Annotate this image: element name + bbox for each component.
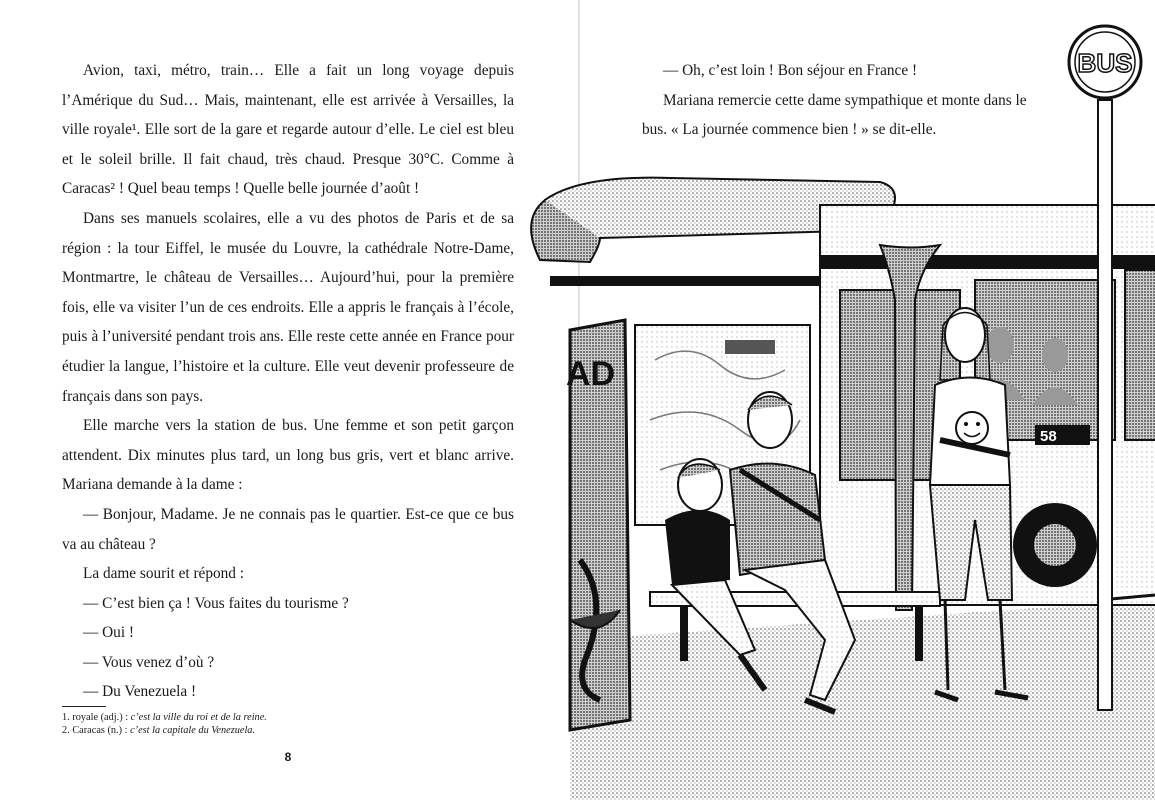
footnote-term: royale (adj.) : <box>72 712 129 723</box>
dialog-line-2: La dame sourit et répond : <box>83 565 244 583</box>
paragraph-1: Avion, taxi, métro, train… Elle a fait un long voyage depuis l’Amérique du Sud… Mais, maintenant, elle est arrivée à Versailles, la ville royale¹. Elle sort de la gare et regarde autour d’elle. Le ciel est bleu et le soleil brille. Il fait chaud, très chaud. Presque 30°C. Comme à Caracas² ! Quel beau temps ! Quelle belle journée d’août ! <box>62 62 514 198</box>
page-number: 8 <box>284 750 292 764</box>
footnote-definition: c’est la capitale du Venezuela. <box>130 725 256 736</box>
ad-poster-text: AD <box>566 355 616 393</box>
dialog-line-7: — Oh, c’est loin ! Bon séjour en France ! <box>663 62 918 79</box>
story-text-continued <box>642 56 1052 145</box>
footnote-divider <box>62 706 106 707</box>
footnote-2 <box>62 724 514 737</box>
bus-number: 58 <box>1040 428 1057 445</box>
story-text <box>62 56 514 707</box>
dialog-line-6: — Du Venezuela ! <box>83 683 197 701</box>
footnote-1 <box>62 711 514 724</box>
dialog-line-3: — C’est bien ça ! Vous faites du tourisme ? <box>83 594 349 612</box>
footnote-number: 1. <box>62 712 70 723</box>
dialog-line-5: — Vous venez d’où ? <box>83 653 215 671</box>
ground <box>570 600 1155 800</box>
footnotes <box>62 711 514 737</box>
bus-sign-text: BUS <box>1077 48 1133 78</box>
paragraph-closing: Mariana remercie cette dame sympathique et monte dans le bus. « La journée commence bien ! » se dit-elle. <box>642 91 1027 139</box>
right-page <box>566 0 1155 800</box>
footnote-number: 2. <box>62 725 70 736</box>
paragraph-2: Dans ses manuels scolaires, elle a vu des photos de Paris et de sa région : la tour Eiffel, le musée du Louvre, la cathédrale Notre-Dame, Montmartre, le château de Versailles… Aujourd’hui, pour la première fois, elle va visiter l’un de ces endroits. Elle a appris le français à l’école, puis à l’université pendant trois ans. Elle reste cette année en France pour étudier la langue, l’histoire et la culture. Elle veut devenir professeure de français dans son pays. <box>62 209 514 405</box>
dialog-line-1: — Bonjour, Madame. Je ne connais pas le quartier. Est-ce que ce bus va au château ? <box>62 505 514 553</box>
footnote-term: Caracas (n.) : <box>72 725 128 736</box>
paragraph-3: Elle marche vers la station de bus. Une femme et son petit garçon attendent. Dix minutes plus tard, un long bus gris, vert et blanc arrive. Mariana demande à la dame : <box>62 417 514 494</box>
footnote-definition: c’est la ville du roi et de la reine. <box>130 712 267 723</box>
bus-sign-pole <box>1098 100 1112 710</box>
dialog-line-4: — Oui ! <box>83 624 134 642</box>
